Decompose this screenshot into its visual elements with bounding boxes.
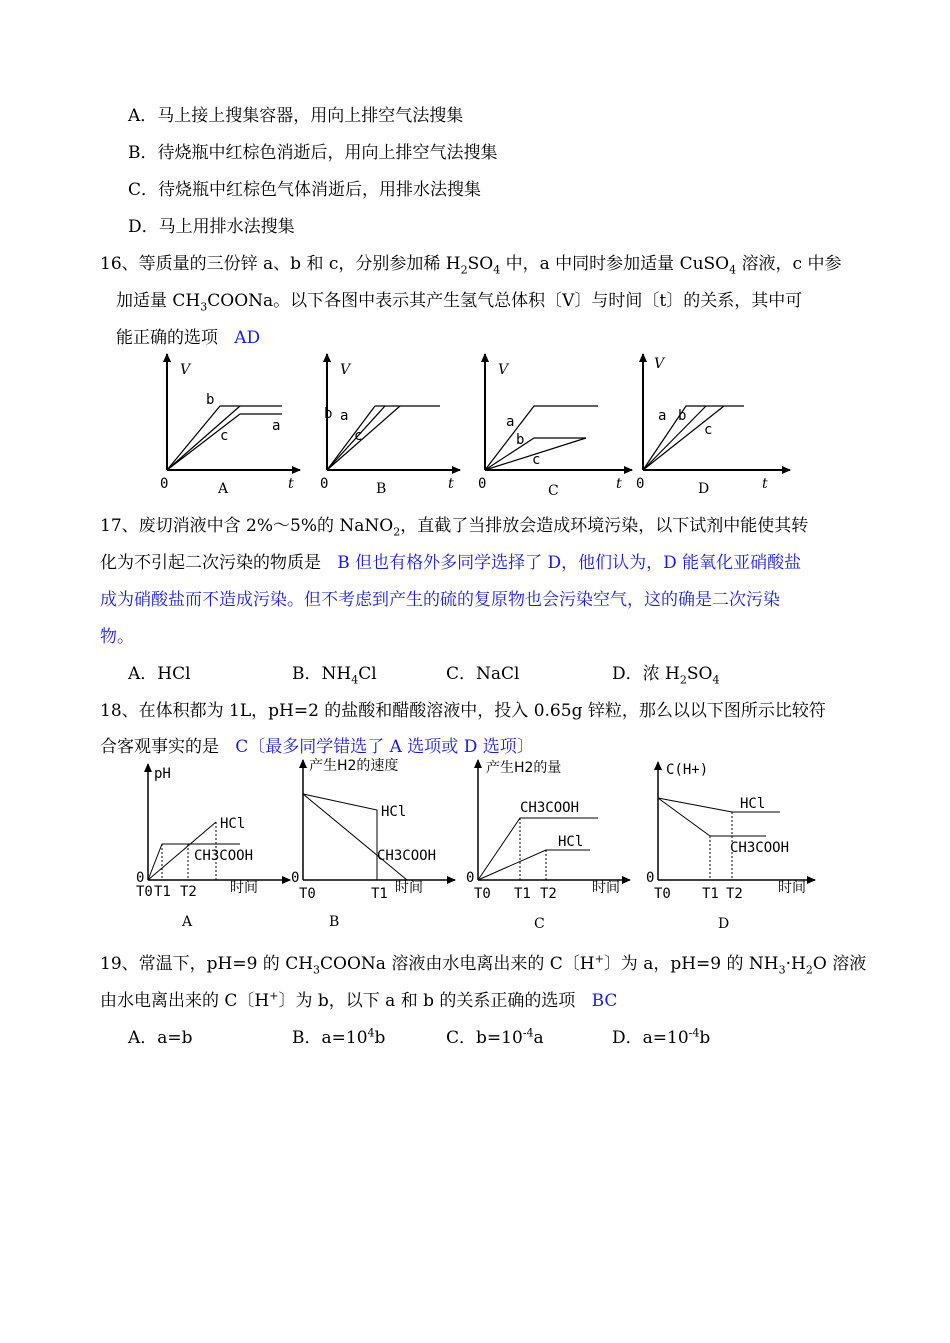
q18-graph-a-ylabel: pH <box>154 766 171 782</box>
q16-graph-b-caption: B <box>376 481 387 497</box>
q18-graph-a-tick-t1: T1 <box>154 884 171 900</box>
q18-graphs <box>130 756 830 940</box>
q16-answer: AD <box>234 328 261 348</box>
q17-answer-line3: 成为硝酸盐而不造成污染。但不考虑到产生的硫的复原物也会污染空气，这的确是二次污染 <box>100 590 780 610</box>
q17-answer: B 但也有格外多同学选择了 D，他们认为，D 能氧化亚硝酸盐 <box>337 553 802 573</box>
q16-graph-a-origin: 0 <box>160 476 169 492</box>
q16-graph-d-label-b: b <box>678 408 687 424</box>
q16-graph-d-label-c: c <box>704 422 713 438</box>
q18-graph-a-ch3cooh-label: CH3COOH <box>194 848 254 864</box>
q16-graph-a-label-b: b <box>206 392 215 408</box>
q16-graph-a-label-c: c <box>220 428 229 444</box>
q18-graph-a-caption: A <box>182 914 193 930</box>
q18-stem-line2: 合客观事实的是 C〔最多同学错选了 A 选项或 D 选项〕 <box>100 737 534 757</box>
q16-graphs-svg <box>140 348 810 498</box>
q16-graph-d-ylabel: V <box>654 356 665 372</box>
q16-graph-d-label-a: a <box>658 408 667 424</box>
q16-graph-b-xlabel: t <box>448 476 454 492</box>
q18-graph-d-origin: 0 <box>646 870 655 886</box>
q18-graph-d-tick-t0: T0 <box>654 886 671 902</box>
q16-graph-d-xlabel: t <box>762 476 768 492</box>
q16-graphs <box>140 348 810 502</box>
q17-option-b: B．$NH_4Cl$ <box>292 664 377 687</box>
q19-answer: BC <box>591 991 618 1011</box>
q15-option-b: B．待烧瓶中红棕色消逝后，用向上排空气法搜集 <box>128 143 498 163</box>
q16-graph-c-origin: 0 <box>478 476 487 492</box>
q18-graph-c-caption: C <box>534 916 545 932</box>
q16-graph-b-label-a: a <box>340 408 349 424</box>
q18-graph-c <box>466 759 630 932</box>
q18-graph-d-caption: D <box>718 916 730 932</box>
q17-option-a: A．HCl <box>128 664 191 684</box>
q17-answer-line4: 物。 <box>100 627 134 647</box>
q18-graph-a <box>136 764 290 930</box>
q18-graph-b-hcl-line <box>303 794 377 880</box>
q17-stem-line1: 17、废切消液中含 2%～5%的 NaNO$_2$，直截了当排放会造成环境污染，以下试剂中能使其转 <box>100 516 809 539</box>
q18-graph-b-tick-t1: T1 <box>371 886 388 902</box>
q16-stem-line1: 16、等质量的三份锌 a、b 和 c，分别参加稀 $H_2SO_4$ 中，a 中同时参加适量 CuSO$_4$ 溶液，c 中参 <box>100 254 842 277</box>
q16-graph-a-xlabel: t <box>288 476 294 492</box>
q16-graph-b-ylabel: V <box>340 362 351 378</box>
q16-graph-b <box>320 354 460 497</box>
q16-graph-d-caption: D <box>698 481 710 497</box>
q18-graph-c-xlabel: 时间 <box>592 880 620 896</box>
q18-graph-c-hcl-label: HCl <box>558 834 584 850</box>
q18-graph-a-tick-t0: T0 <box>136 884 153 900</box>
q18-graph-d-tick-t2: T2 <box>726 886 743 902</box>
q16-graph-c <box>478 354 632 498</box>
q18-graph-c-tick-t2: T2 <box>540 886 557 902</box>
q18-graph-d-hcl-label: HCl <box>740 796 766 812</box>
q18-graph-b <box>291 757 455 930</box>
q18-graph-c-origin: 0 <box>466 870 475 886</box>
q16-graph-b-label-b: b <box>324 406 333 422</box>
q17-option-c: C．NaCl <box>446 664 520 684</box>
q19-option-c: C．$b=10^{-4}a$ <box>446 1026 544 1048</box>
q18-graph-d <box>646 762 815 932</box>
q16-stem-line2: 加适量 $CH_3COONa$。以下各图中表示其产生氢气总体积〔V〕与时间〔t〕的关系，其中可 <box>116 291 803 314</box>
q15-option-a: A．马上接上搜集容器，用向上排空气法搜集 <box>128 106 464 126</box>
q18-stem-line1: 18、在体积都为 1L，pH=2 的盐酸和醋酸溶液中，投入 0.65g 锌粒，那么以以下图所示比较符 <box>100 701 826 721</box>
q16-graph-c-label-c: c <box>532 452 541 468</box>
q16-graph-a-caption: A <box>218 481 229 497</box>
q16-graph-a-curve-c <box>167 406 240 470</box>
q15-option-c: C．待烧瓶中红棕色气体消逝后，用排水法搜集 <box>128 180 482 200</box>
q18-graph-b-tick-t0: T0 <box>299 886 316 902</box>
q16-graph-c-xlabel: t <box>616 476 622 492</box>
q18-graph-b-ch3cooh-label: CH3COOH <box>377 848 437 864</box>
q18-graph-c-ylabel: 产生H2的量 <box>486 760 562 776</box>
q18-graph-c-tick-t0: T0 <box>474 886 491 902</box>
q18-graph-b-caption: B <box>329 914 340 930</box>
q19-option-a: A．a=b <box>128 1028 193 1048</box>
q19-stem-line2: 由水电离出来的 C〔H+〕为 b，以下 a 和 b 的关系正确的选项 BC <box>100 989 618 1011</box>
q18-graph-d-tick-t1: T1 <box>702 886 719 902</box>
q18-graph-c-tick-t1: T1 <box>514 886 531 902</box>
q16-graph-a-ylabel: V <box>180 362 191 378</box>
q16-graph-d <box>636 354 790 497</box>
q17-stem-line2: 化为不引起二次污染的物质是 B 但也有格外多同学选择了 D，他们认为，D 能氧化亚硝酸盐 <box>100 553 802 573</box>
q17-option-d: D．浓 $H_2SO_4$ <box>612 664 720 687</box>
q16-graph-b-curve-c <box>327 406 400 470</box>
q18-graph-a-tick-t2: T2 <box>180 884 197 900</box>
q19-stem-line1: 19、常温下，pH=9 的 $CH_3COONa$ 溶液由水电离出来的 C〔H+〕为 a，pH=9 的 $NH_3\cdot H_2O$ 溶液 <box>100 952 867 977</box>
q19-option-b: B．$a=10^4b$ <box>292 1026 386 1048</box>
q18-graph-d-xlabel: 时间 <box>778 880 806 896</box>
q18-graph-c-ch3cooh-label: CH3COOH <box>520 800 580 816</box>
q18-graphs-svg <box>130 756 830 936</box>
q18-graph-d-ch3cooh-label: CH3COOH <box>730 840 790 856</box>
q18-graph-a-xlabel: 时间 <box>230 880 258 896</box>
q16-graph-c-caption: C <box>548 483 559 498</box>
q19-option-d: D．$a=10^{-4}b$ <box>612 1026 711 1048</box>
q16-graph-b-label-c: c <box>354 428 363 444</box>
q16-graph-a-label-a: a <box>272 418 281 434</box>
q18-graph-b-hcl-label: HCl <box>381 804 407 820</box>
q16-graph-c-label-b: b <box>516 432 525 448</box>
q16-graph-c-ylabel: V <box>498 362 509 378</box>
q16-graph-a <box>160 354 300 497</box>
q16-graph-d-curve-b <box>643 406 706 470</box>
q16-stem-line3: 能正确的选项 AD <box>116 328 261 348</box>
q16-graph-c-label-a: a <box>506 414 515 430</box>
q16-graph-d-origin: 0 <box>636 476 645 492</box>
q18-graph-b-ylabel: 产生H2的速度 <box>309 758 399 774</box>
q16-graph-b-origin: 0 <box>320 476 329 492</box>
q18-graph-b-origin: 0 <box>291 870 300 886</box>
q18-graph-a-hcl-label: HCl <box>220 816 246 832</box>
q18-graph-a-origin: 0 <box>136 870 145 886</box>
q18-answer: C〔最多同学错选了 A 选项或 D 选项〕 <box>235 737 534 757</box>
q15-option-d: D．马上用排水法搜集 <box>128 217 295 237</box>
q18-graph-b-xlabel: 时间 <box>395 880 423 896</box>
q18-graph-d-ylabel: C(H+) <box>666 762 709 778</box>
